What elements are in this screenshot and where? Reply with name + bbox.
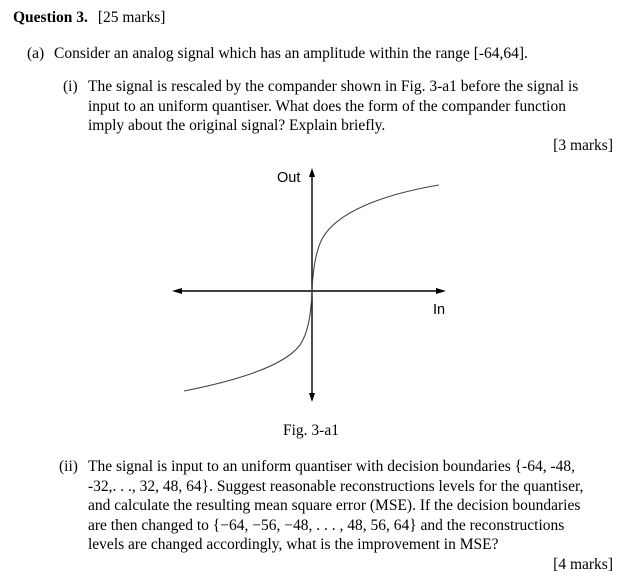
x-axis-right-arrow [436, 288, 446, 294]
part-ii-line-2: -32,. . ., 32, 48, 64}. Suggest reasonable reconstructions levels for the quantiser, [88, 477, 584, 495]
part-i-marks: [3 marks] [553, 137, 613, 154]
part-i-label: (i) [63, 78, 78, 95]
y-axis-top-arrow [309, 168, 315, 177]
part-ii-line-4: are then changed to {−64, −56, −48, . . . , 48, 56, 64} and the reconstructions [88, 516, 565, 534]
question-number: Question 3. [13, 9, 88, 26]
part-ii-marks: [4 marks] [553, 556, 613, 573]
y-axis-label: Out [277, 170, 301, 186]
x-axis-left-arrow [172, 288, 182, 294]
question-marks: [25 marks] [97, 9, 166, 26]
part-ii-text [88, 457, 616, 555]
part-ii-line-5: levels are changed accordingly, what is the improvement in MSE? [88, 536, 499, 553]
figure-caption: Fig. 3-a1 [283, 422, 339, 439]
part-i-line-3: imply about the original signal? Explain briefly. [88, 117, 386, 134]
part-ii-line-1: The signal is input to an uniform quantiser with decision boundaries {-64, -48, [88, 458, 575, 475]
part-i-text [88, 77, 616, 136]
compander-figure [170, 165, 460, 410]
y-axis-bottom-arrow [309, 393, 315, 402]
x-axis-label: In [433, 302, 446, 318]
part-i-line-2: input to an uniform quantiser. What does the form of the compander function [88, 97, 566, 115]
question-title [13, 8, 165, 27]
part-ii-line-3: and calculate the resulting mean square error (MSE). If the decision boundaries [88, 497, 581, 514]
part-i-line-1: The signal is rescaled by the compander shown in Fig. 3-a1 before the signal is [88, 78, 579, 95]
part-a-text: Consider an analog signal which has an amplitude within the range [-64,64]. [54, 45, 528, 62]
part-a-label: (a) [27, 45, 45, 62]
part-ii-label: (ii) [59, 458, 78, 475]
